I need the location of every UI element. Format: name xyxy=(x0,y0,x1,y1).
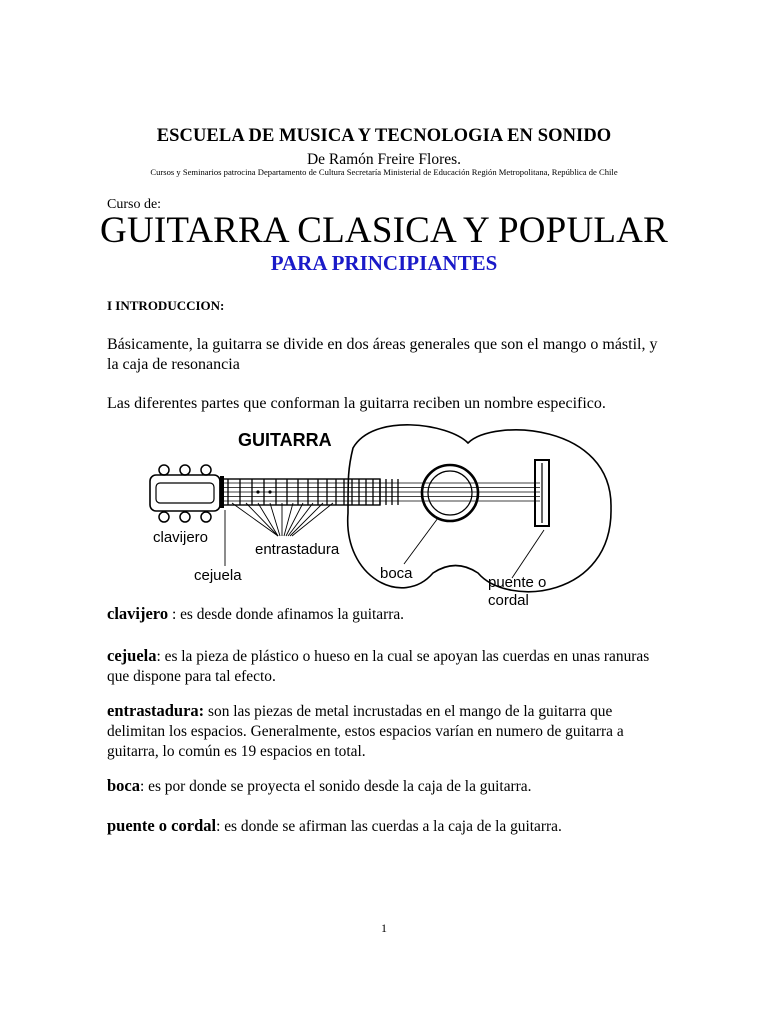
label-boca: boca xyxy=(380,565,413,582)
page-number: 1 xyxy=(381,921,387,935)
course-title: GUITARRA CLASICA Y POPULAR xyxy=(100,210,668,251)
definition-text: : es por donde se proyecta el sonido desde la caja de la guitarra. xyxy=(140,778,532,795)
sound-hole xyxy=(422,465,478,521)
parts-paragraph: Las diferentes partes que conforman la guitarra reciben un nombre especifico. xyxy=(107,395,606,412)
label-puente-line2: cordal xyxy=(488,592,529,609)
definition-item xyxy=(107,816,667,837)
label-clavijero: clavijero xyxy=(153,529,209,546)
definition-item xyxy=(107,604,667,625)
definition-text: son las piezas de metal incrustadas en el mango de la guitarra que delimitan los espacios. Generalmente, estos espacios varían en numero de guitarra a guitarra, lo común es 19 espacios en total. xyxy=(107,703,624,760)
label-cejuela: cejuela xyxy=(194,567,242,584)
headstock xyxy=(150,475,220,511)
definition-term: entrastadura: xyxy=(107,701,205,720)
definition-term: clavijero xyxy=(107,604,169,623)
author-line: De Ramón Freire Flores. xyxy=(306,151,462,168)
nut xyxy=(220,476,224,508)
definition-item xyxy=(107,701,667,762)
tuning-pegs xyxy=(159,465,211,522)
label-entrastadura: entrastadura xyxy=(255,541,340,558)
definition-text: : es la pieza de plástico o hueso en la cual se apoyan las cuerdas en unas ranuras que dispone para tal efecto. xyxy=(107,648,650,685)
definition-item xyxy=(107,646,667,687)
diagram-title: GUITARRA xyxy=(238,430,332,450)
definition-term: puente o cordal xyxy=(107,816,217,835)
definition-item xyxy=(107,776,667,797)
sponsor-line: Cursos y Seminarios patrocina Departamento de Cultura Secretaría Ministerial de Educación Región Metropolitana, República de Chile xyxy=(150,167,618,177)
course-label: Curso de: xyxy=(107,197,162,212)
definition-text: : es desde donde afinamos la guitarra. xyxy=(168,606,405,623)
label-puente-line1: puente o xyxy=(488,574,547,591)
course-subtitle: PARA PRINCIPIANTES xyxy=(270,251,498,275)
school-name: ESCUELA DE MUSICA Y TECNOLOGIA EN SONIDO xyxy=(156,126,612,146)
section-heading: I INTRODUCCION: xyxy=(107,298,225,313)
definition-term: boca xyxy=(107,776,140,795)
intro-paragraph: Básicamente, la guitarra se divide en dos áreas generales que son el mango o mástil, y la caja de resonancia xyxy=(107,336,658,373)
definition-term: cejuela xyxy=(107,646,157,665)
guitar-diagram xyxy=(148,418,614,614)
definition-text: : es donde se afirman las cuerdas a la caja de la guitarra. xyxy=(216,818,562,835)
